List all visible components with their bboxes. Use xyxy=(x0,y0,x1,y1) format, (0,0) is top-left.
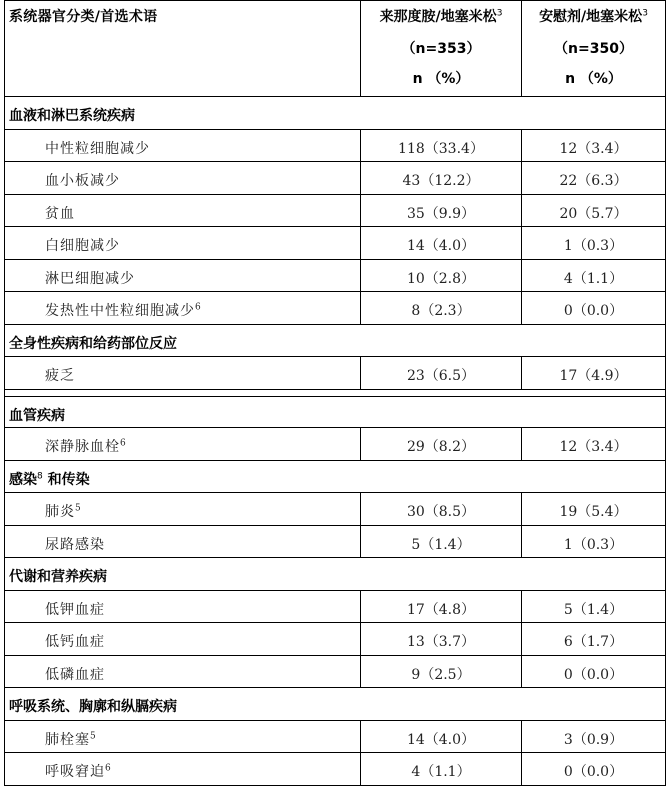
cell-lenalidomide xyxy=(360,753,521,785)
cell-term xyxy=(5,526,360,558)
header-col3-n: （n=350） xyxy=(554,41,633,57)
term-name xyxy=(45,235,120,255)
category-text: 全身性疾病和给药部位反应 xyxy=(9,335,177,352)
value-placebo: 20（5.7） xyxy=(559,205,628,222)
cell-lenalidomide xyxy=(360,260,521,292)
term-text: 贫血 xyxy=(45,205,75,222)
cell-placebo xyxy=(521,227,665,259)
value-lenalidomide: 9（2.5） xyxy=(411,666,471,683)
term-text: 中性粒细胞减少 xyxy=(45,140,150,157)
table-row xyxy=(4,428,666,461)
category-label xyxy=(9,566,107,586)
table-row xyxy=(4,260,666,293)
cell-lenalidomide xyxy=(360,162,521,194)
table-row xyxy=(4,753,666,786)
header-col2-title-text: 来那度胺/地塞米松 xyxy=(379,9,497,25)
term-text: 深静脉血栓 xyxy=(45,439,120,455)
value-lenalidomide: 8（2.3） xyxy=(411,303,471,319)
value-placebo: 17（4.9） xyxy=(559,368,628,384)
cell-term xyxy=(5,623,360,655)
category-label xyxy=(9,469,90,489)
table-row xyxy=(4,493,666,526)
header-col3-title-text: 安慰剂/地塞米松 xyxy=(539,9,643,25)
cell-placebo xyxy=(521,493,665,525)
cell-lenalidomide xyxy=(360,493,521,525)
term-name xyxy=(45,534,105,554)
category-label xyxy=(9,105,135,125)
cell-term xyxy=(5,195,360,227)
value-lenalidomide: 14（4.0） xyxy=(406,238,476,254)
table-row xyxy=(4,623,666,656)
table-row xyxy=(4,227,666,260)
cell-placebo xyxy=(521,623,665,655)
term-sup: 6 xyxy=(105,763,112,774)
table-row xyxy=(4,721,666,754)
cell-placebo xyxy=(521,428,665,460)
category-text: 感染 xyxy=(9,471,37,488)
value-placebo: 0（0.0） xyxy=(563,764,624,780)
cell-placebo xyxy=(521,753,665,785)
table-row xyxy=(4,162,666,195)
term-name xyxy=(45,300,202,320)
header-col-lenalidomide xyxy=(360,1,521,96)
category-row xyxy=(4,396,666,429)
cell-lenalidomide xyxy=(360,526,521,558)
table-row xyxy=(4,195,666,228)
cell-placebo xyxy=(521,357,665,389)
term-name xyxy=(45,170,120,190)
cell-placebo xyxy=(521,292,665,324)
category-row xyxy=(4,325,666,358)
term-name xyxy=(45,436,127,456)
cell-placebo xyxy=(521,526,665,558)
value-lenalidomide: 13（3.7） xyxy=(406,634,476,650)
cell-term xyxy=(5,656,360,688)
value-placebo: 6（1.7） xyxy=(563,634,624,650)
term-sup: 5 xyxy=(90,730,97,741)
table-row xyxy=(4,292,666,325)
term-text: 肺炎 xyxy=(45,504,75,520)
term-name xyxy=(45,761,112,781)
header-col-term xyxy=(5,1,360,96)
term-name xyxy=(45,501,82,521)
term-name xyxy=(45,268,135,288)
value-placebo: 12（3.4） xyxy=(559,439,628,455)
cell-placebo xyxy=(521,260,665,292)
value-placebo: 19（5.4） xyxy=(559,504,628,520)
term-text: 白细胞减少 xyxy=(45,238,120,254)
value-lenalidomide: 5（1.4） xyxy=(411,536,471,553)
term-name xyxy=(45,599,105,619)
value-placebo: 5（1.4） xyxy=(563,601,624,618)
cell-term xyxy=(5,428,360,460)
cell-lenalidomide xyxy=(360,656,521,688)
value-lenalidomide: 29（8.2） xyxy=(406,439,476,455)
cell-lenalidomide xyxy=(360,721,521,753)
value-lenalidomide: 23（6.5） xyxy=(406,368,476,384)
table-body xyxy=(4,97,666,786)
term-name xyxy=(45,631,105,651)
term-text: 血小板减少 xyxy=(45,173,120,189)
header-col2-n: （n=353） xyxy=(401,41,481,57)
table-row xyxy=(4,130,666,163)
header-col3-sup: 3 xyxy=(642,8,648,19)
term-text: 尿路感染 xyxy=(45,536,105,553)
cell-term xyxy=(5,260,360,292)
category-row xyxy=(4,461,666,494)
table-header xyxy=(4,0,666,97)
cell-lenalidomide xyxy=(360,130,521,162)
cell-lenalidomide xyxy=(360,357,521,389)
cell-lenalidomide xyxy=(360,428,521,460)
term-text: 发热性中性粒细胞减少 xyxy=(45,303,195,319)
cell-lenalidomide xyxy=(360,292,521,324)
cell-term xyxy=(5,591,360,623)
term-name xyxy=(45,203,75,223)
cell-placebo xyxy=(521,591,665,623)
category-label xyxy=(9,405,65,425)
term-text: 呼吸窘迫 xyxy=(45,764,105,780)
cell-placebo xyxy=(521,162,665,194)
adverse-events-table xyxy=(4,0,666,786)
cell-term xyxy=(5,292,360,324)
table-row xyxy=(4,591,666,624)
category-label xyxy=(9,333,177,353)
cell-lenalidomide xyxy=(360,195,521,227)
header-col3-title xyxy=(522,6,665,26)
term-text: 疲乏 xyxy=(45,368,75,384)
category-row xyxy=(4,688,666,721)
category-text: 血液和淋巴系统疾病 xyxy=(9,108,135,124)
term-sup: 6 xyxy=(120,438,127,449)
term-text: 肺栓塞 xyxy=(45,731,90,748)
term-sup: 6 xyxy=(195,302,202,313)
category-suffix: 和传染 xyxy=(42,471,90,488)
cell-lenalidomide xyxy=(360,623,521,655)
value-placebo: 12（3.4） xyxy=(559,140,628,157)
category-text: 血管疾病 xyxy=(9,407,65,424)
category-text: 呼吸系统、胸廓和纵膈疾病 xyxy=(9,699,177,715)
value-placebo: 0（0.0） xyxy=(563,666,624,683)
header-col-placebo xyxy=(521,1,665,96)
cell-placebo xyxy=(521,721,665,753)
cell-lenalidomide xyxy=(360,227,521,259)
category-text: 代谢和营养疾病 xyxy=(9,569,107,585)
value-placebo: 3（0.9） xyxy=(563,731,624,748)
value-lenalidomide: 17（4.8） xyxy=(406,601,476,618)
term-name xyxy=(45,365,75,385)
value-lenalidomide: 118（33.4） xyxy=(398,140,484,157)
cell-term xyxy=(5,357,360,389)
value-placebo: 4（1.1） xyxy=(563,270,624,287)
cell-term xyxy=(5,227,360,259)
term-name xyxy=(45,138,150,158)
term-text: 低钙血症 xyxy=(45,634,105,650)
value-lenalidomide: 10（2.8） xyxy=(406,270,476,287)
header-col2-unit: n （%） xyxy=(412,71,470,87)
cell-placebo xyxy=(521,195,665,227)
value-placebo: 22（6.3） xyxy=(559,173,628,189)
cell-placebo xyxy=(521,130,665,162)
cell-term xyxy=(5,162,360,194)
table-row xyxy=(4,357,666,390)
term-text: 低钾血症 xyxy=(45,601,105,618)
cell-term xyxy=(5,130,360,162)
cell-lenalidomide xyxy=(360,591,521,623)
category-row xyxy=(4,97,666,130)
term-name xyxy=(45,729,97,749)
value-lenalidomide: 30（8.5） xyxy=(406,504,476,520)
term-text: 低磷血症 xyxy=(45,666,105,683)
header-col2-title xyxy=(361,6,521,26)
term-sup: 5 xyxy=(75,503,82,514)
header-col3-unit: n （%） xyxy=(565,71,622,87)
value-placebo: 1（0.3） xyxy=(563,238,624,254)
value-lenalidomide: 4（1.1） xyxy=(411,764,471,780)
value-lenalidomide: 14（4.0） xyxy=(406,731,476,748)
cell-term xyxy=(5,721,360,753)
value-lenalidomide: 43（12.2） xyxy=(402,173,480,189)
value-placebo: 0（0.0） xyxy=(563,303,624,319)
category-label xyxy=(9,696,177,716)
cell-term xyxy=(5,493,360,525)
table-row xyxy=(4,526,666,559)
term-text: 淋巴细胞减少 xyxy=(45,270,135,287)
value-placebo: 1（0.3） xyxy=(563,536,624,553)
table-row xyxy=(4,656,666,689)
header-col-term-label: 系统器官分类/首选术语 xyxy=(9,9,158,25)
term-name xyxy=(45,664,105,684)
cell-term xyxy=(5,753,360,785)
category-sup: 8 xyxy=(37,470,43,481)
value-lenalidomide: 35（9.9） xyxy=(406,205,476,222)
category-row xyxy=(4,558,666,591)
header-col2-sup: 3 xyxy=(496,8,503,19)
cell-placebo xyxy=(521,656,665,688)
